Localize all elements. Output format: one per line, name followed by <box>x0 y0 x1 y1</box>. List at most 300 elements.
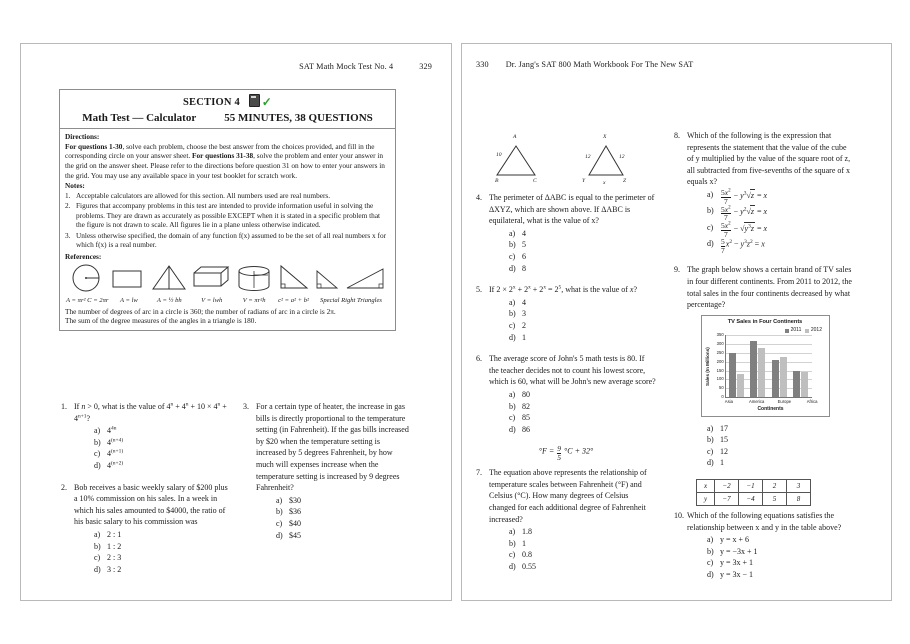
table-cell-y: −7 <box>715 492 739 505</box>
choice-d[interactable] <box>509 332 656 344</box>
choice-d[interactable] <box>94 564 229 576</box>
bar-group-america <box>750 341 765 398</box>
question-text: Which of the following is the expression that represents the statement that the value of the cube of y multiplied by the value of the square root of z, all subtracted from five-sevenths of the square of x equals x? <box>687 131 851 187</box>
choice-label: d) <box>509 332 516 342</box>
y-tick: 350 <box>716 332 724 338</box>
choice-value: $\frac{5x^2}{7}$ − $√y^3z = x$ <box>721 220 768 239</box>
choice-d[interactable] <box>707 569 854 581</box>
choice-label: c) <box>509 320 516 330</box>
box-figure <box>191 263 233 305</box>
choice-d[interactable] <box>276 530 411 542</box>
choice-a[interactable] <box>509 389 656 401</box>
y-tick: 100 <box>716 376 724 382</box>
box-formula: V = lwh <box>201 296 223 304</box>
triangle-xyz-base-label: x <box>603 180 606 186</box>
question-body <box>489 192 656 274</box>
question-body <box>256 401 411 541</box>
choice-value: 80 <box>522 389 530 399</box>
question-text: If n > 0, what is the value of $4^n + 4^n + 10 \times 4^n + 4^{n+1}$? <box>74 401 227 423</box>
triangle-formula: A = ½ bh <box>156 296 182 304</box>
y-tick: 250 <box>716 349 724 355</box>
choice-value: 17 <box>720 423 728 433</box>
bar-2011-europe <box>772 360 779 397</box>
xy-value-table <box>696 479 811 506</box>
question-number: 3. <box>243 402 249 411</box>
choice-b[interactable] <box>509 401 656 413</box>
triangle-xyz-right-side-label: 12 <box>619 154 625 160</box>
circle-icon <box>67 263 107 293</box>
directions-body <box>60 129 395 330</box>
choice-value: 0.55 <box>522 562 536 572</box>
choice-b[interactable] <box>94 541 229 553</box>
question-8 <box>674 130 854 254</box>
choice-label: d) <box>276 530 283 540</box>
answer-choices <box>489 389 656 435</box>
choice-a[interactable] <box>94 425 229 437</box>
legend-swatch-2011 <box>785 329 789 333</box>
right-page <box>461 43 892 601</box>
choice-value: 0.8 <box>522 550 532 560</box>
right-page-question-columns <box>476 130 876 590</box>
table-cell-x: 3 <box>787 479 811 492</box>
choice-value: 4 <box>522 297 526 307</box>
chart-y-axis-label: Sales (In Millions) <box>705 347 710 387</box>
choice-label: a) <box>509 228 516 238</box>
right-page-number: 330 <box>476 60 489 69</box>
choice-d[interactable] <box>707 457 854 469</box>
section-title-row <box>60 94 395 110</box>
bar-2011-america <box>750 341 757 398</box>
choice-a[interactable] <box>707 534 854 546</box>
choice-label: b) <box>707 435 714 445</box>
left-column-2 <box>243 401 411 585</box>
choice-label: b) <box>509 309 516 319</box>
choice-label: b) <box>509 240 516 250</box>
triangle-abc-left-label: B <box>495 178 499 184</box>
choice-label: c) <box>94 553 101 563</box>
answer-choices <box>687 423 854 469</box>
choice-label: d) <box>509 424 516 434</box>
legend-item-2012 <box>805 327 822 334</box>
reference-figures <box>66 264 389 306</box>
choice-value: 3 <box>522 309 526 319</box>
rectangle-formula: A = lw <box>119 296 138 304</box>
choice-label: d) <box>94 564 101 574</box>
choice-a[interactable] <box>707 189 854 206</box>
triangle-abc <box>491 134 555 186</box>
bar-group-africa <box>793 371 808 398</box>
choice-d[interactable] <box>509 561 656 573</box>
section-subtitle-row <box>60 112 395 124</box>
fraction-numerator: 9 <box>557 444 562 454</box>
left-page <box>20 43 452 601</box>
question-4 <box>476 192 656 274</box>
answer-choices <box>489 228 656 274</box>
rectangle-figure <box>110 263 148 305</box>
choice-value: 15 <box>720 435 728 445</box>
choice-value: $36 <box>289 507 301 517</box>
choice-b[interactable] <box>509 538 656 550</box>
triangle-abc-side-label: 10 <box>496 152 502 158</box>
x-tick-label: America <box>748 399 765 405</box>
question-3 <box>243 401 411 541</box>
choice-value: 8 <box>522 263 526 273</box>
triangle-xyz-left-label: Y <box>582 178 586 184</box>
choice-c[interactable] <box>707 222 854 239</box>
table-cell-y: 5 <box>763 492 787 505</box>
choice-label: c) <box>509 251 516 261</box>
left-page-number: 329 <box>419 62 432 71</box>
choice-value: 5 <box>522 240 526 250</box>
special-triangles-icon <box>313 263 389 293</box>
chart-x-tick-labels <box>715 399 826 405</box>
choice-value: $4^{4n}$ <box>107 425 117 436</box>
legend-label-2011: 2011 <box>790 326 802 333</box>
triangle-xyz-right-label: Z <box>623 178 627 184</box>
right-running-head <box>476 60 693 69</box>
calculator-icon <box>249 94 260 107</box>
bar-group-europe <box>772 357 787 398</box>
choice-label: c) <box>276 518 283 528</box>
choice-label: c) <box>94 449 101 459</box>
choice-value: y = 3x + 1 <box>720 558 754 568</box>
choice-b[interactable] <box>707 205 854 222</box>
choice-label: d) <box>707 458 714 468</box>
choice-label: b) <box>707 546 714 556</box>
choice-c[interactable] <box>707 446 854 458</box>
reference-note-2: The sum of the degree measures of the angles in a triangle is 180. <box>65 316 257 326</box>
choice-value: $45 <box>289 530 301 540</box>
choice-value: $30 <box>289 495 301 505</box>
triangle-abc-apex-label: A <box>513 134 517 140</box>
question-number: 8. <box>674 131 680 140</box>
choice-value: $4^{(n+1)}$ <box>107 448 124 459</box>
choice-label: a) <box>707 189 714 199</box>
choice-label: c) <box>707 446 714 456</box>
table-cell-x: −2 <box>715 479 739 492</box>
y-tick: 50 <box>718 385 724 391</box>
choice-value: 82 <box>522 401 530 411</box>
left-running-head-title: SAT Math Mock Test No. 4 <box>299 62 394 71</box>
table-row-x <box>697 479 811 492</box>
question-text: The perimeter of ΔABC is equal to the perimeter of ΔXYZ, which are shown above. If ΔABC is equilateral, what is the value of x? <box>489 193 655 226</box>
cylinder-figure <box>234 263 274 305</box>
legend-label-2012: 2012 <box>810 326 822 333</box>
choice-label: a) <box>707 535 714 545</box>
question-text: Bob receives a basic weekly salary of $200 plus a 10% commission on his sales. In a week in which his sales amounted to $4000, the ratio of his basic salary to his commission was <box>74 482 228 527</box>
choice-b[interactable] <box>509 239 656 251</box>
choice-c[interactable] <box>276 518 411 530</box>
choice-label: a) <box>94 426 101 436</box>
bar-groups <box>726 335 812 397</box>
chart-y-ticks <box>713 332 725 400</box>
choice-a[interactable] <box>276 495 411 507</box>
right-column-2 <box>674 130 854 590</box>
right-triangle-icon <box>276 263 312 293</box>
chart-plot-area <box>704 332 826 400</box>
question-number: 7. <box>476 468 482 478</box>
triangle-abc-icon <box>491 142 541 182</box>
answer-choices <box>687 189 854 255</box>
question-body <box>489 353 656 435</box>
question-number: 4. <box>476 193 482 202</box>
choice-c[interactable] <box>707 557 854 569</box>
note-item <box>65 201 390 230</box>
choice-label: c) <box>707 222 714 232</box>
circle-figure <box>66 263 108 305</box>
choice-value: y = 3x − 1 <box>720 569 754 579</box>
choice-value: 2 : 1 <box>107 529 122 539</box>
answer-choices <box>74 529 229 575</box>
special-triangles-label: Special Right Triangles <box>320 296 382 304</box>
fraction-denominator: 5 <box>557 452 562 462</box>
choice-value: $\frac{5}{7}$ $x^2 - y^3z^2 = x$ <box>721 237 765 255</box>
choice-c[interactable] <box>509 549 656 561</box>
cylinder-icon <box>234 263 274 293</box>
question-text: The equation above represents the relationship of temperature scales between Fahrenheit (°F) and Celsius (°C). How many degrees of Celsius changed for each additional degree of Fahrenheit increased? <box>489 468 647 524</box>
x-tick-label: Africa <box>806 399 818 405</box>
bar-2012-europe <box>780 357 787 398</box>
triangle-xyz-left-side-label: 12 <box>585 154 591 160</box>
table-header-y: y <box>697 492 715 505</box>
question-1 <box>61 401 229 472</box>
choice-value: $4^{(n+2)}$ <box>107 460 124 470</box>
choice-b[interactable] <box>707 546 854 558</box>
choice-value: $40 <box>289 518 301 528</box>
question-body <box>489 284 656 343</box>
choice-label: b) <box>94 541 101 551</box>
note-text: Acceptable calculators are allowed for this section. All numbers used are real numbers. <box>76 190 331 200</box>
question-body <box>489 467 656 572</box>
reference-note-1: The number of degrees of arc in a circle is 360; the number of radians of arc in a circle is 2π. <box>65 306 336 316</box>
question-2 <box>61 482 229 576</box>
choice-value: $\frac{5x^2}{7}$ − $y^2√z = x$ <box>721 204 768 223</box>
directions-text-1: , solve each problem, choose the best answer from the choices provided, and fill in the corresponding circle on your answer sheet. <box>65 141 375 161</box>
bar-group-asia <box>729 353 744 397</box>
choice-value: 1 <box>522 538 526 548</box>
choice-a[interactable] <box>509 526 656 538</box>
question-body <box>74 401 229 472</box>
triangle-figure <box>149 263 189 305</box>
bar-2011-asia <box>729 353 736 397</box>
right-triangle-figure <box>276 263 312 305</box>
choice-c[interactable] <box>94 552 229 564</box>
choice-label: b) <box>94 437 101 447</box>
question-7 <box>476 467 656 572</box>
choice-value: 2 <box>522 320 526 330</box>
choice-value: 1 <box>720 458 724 468</box>
temperature-formula: °F = $\frac{9}{5}$ °C + 32° <box>538 444 594 462</box>
table-header-x: x <box>697 479 715 492</box>
choice-value: y = x + 6 <box>720 535 750 545</box>
choice-value: 12 <box>720 446 728 456</box>
choice-value: 1.8 <box>522 527 532 537</box>
choice-label: d) <box>509 562 516 572</box>
x-tick-label: Europe <box>777 399 792 405</box>
triangle-xyz <box>581 134 645 186</box>
x-tick-label: Asia <box>724 399 733 405</box>
choice-label: d) <box>509 263 516 273</box>
choice-value: y = −3x + 1 <box>720 546 758 556</box>
question-6 <box>476 353 656 435</box>
choice-label: c) <box>707 558 714 568</box>
choice-b[interactable] <box>276 506 411 518</box>
choice-b[interactable] <box>707 434 854 446</box>
choice-d[interactable] <box>94 460 229 472</box>
y-tick: 200 <box>716 358 724 364</box>
question-9 <box>674 264 854 468</box>
choice-value: 3 : 2 <box>107 564 122 574</box>
choice-a[interactable] <box>707 423 854 435</box>
choice-label: b) <box>509 401 516 411</box>
left-page-question-columns <box>61 401 411 585</box>
question-body <box>687 264 854 468</box>
legend-item-2011 <box>785 327 801 334</box>
choice-label: b) <box>276 507 283 517</box>
choice-c[interactable] <box>509 251 656 263</box>
triangle-xyz-apex-label: X <box>603 134 607 140</box>
question-10 <box>674 510 854 581</box>
choice-c[interactable] <box>509 320 656 332</box>
choice-label: a) <box>707 423 714 433</box>
answer-choices <box>256 495 411 541</box>
choice-c[interactable] <box>94 448 229 460</box>
choice-a[interactable] <box>94 529 229 541</box>
question-number: 10. <box>674 510 684 520</box>
choice-label: b) <box>509 538 516 548</box>
left-running-head <box>299 62 432 71</box>
directions-bold-2: For questions 31-38 <box>192 151 254 161</box>
triangle-xyz-icon <box>581 142 631 182</box>
choice-b[interactable] <box>509 308 656 320</box>
choice-value: 1 : 2 <box>107 541 122 551</box>
triangle-abc-right-label: C <box>533 178 537 184</box>
table-cell-y: −4 <box>739 492 763 505</box>
note-item <box>65 191 390 201</box>
chart-x-axis-label: Continents <box>757 406 784 413</box>
y-tick: 0 <box>721 394 724 400</box>
rectangular-prism-icon <box>191 263 233 293</box>
question-text: The average score of John's 5 math tests is 80. If the teacher decides not to count his lowest score, which is 60, what will be John's new average score? <box>489 354 656 387</box>
choice-b[interactable] <box>94 437 229 449</box>
notes-list <box>65 191 390 250</box>
choice-value: $\frac{5x^2}{7}$ − $y^3√z = x$ <box>721 187 768 206</box>
legend-swatch-2012 <box>805 329 809 333</box>
bar-2012-america <box>758 348 765 398</box>
note-text: Figures that accompany problems in this test are intended to provide information useful in solving the problems. They are drawn as accurately as possible EXCEPT when it is stated in a specific problem that the figure is not drawn to scale. All figures lie in a plane unless otherwise indicated. <box>76 200 381 230</box>
question-5 <box>476 284 656 343</box>
section-label: SECTION 4 <box>182 97 240 108</box>
choice-value: $4^{(n+4)}$ <box>107 437 124 447</box>
choice-label: d) <box>94 460 101 470</box>
question-number: 6. <box>476 354 482 364</box>
answer-choices <box>489 526 656 572</box>
right-running-head-title: Dr. Jang's SAT 800 Math Workbook For The New SAT <box>505 60 694 69</box>
y-tick: 150 <box>716 367 724 373</box>
left-column-1 <box>61 401 229 585</box>
question-number: 2. <box>61 482 67 492</box>
circle-formula: A = πr² C = 2πr <box>66 296 109 304</box>
references-heading: References: <box>65 251 102 261</box>
triangle-figures <box>480 134 656 186</box>
chart-title: TV Sales in Four Continents <box>727 318 803 325</box>
bar-2011-africa <box>793 371 800 398</box>
choice-label: d) <box>707 239 714 249</box>
bar-2012-asia <box>737 374 744 397</box>
question-body <box>74 482 229 576</box>
special-right-triangles-figure <box>313 263 389 305</box>
question-number: 5. <box>476 285 482 295</box>
test-name: Math Test — Calculator <box>82 112 197 124</box>
choice-value: 86 <box>522 424 530 434</box>
choice-value: 2 : 3 <box>107 553 122 563</box>
right-column-1 <box>476 130 656 590</box>
tv-sales-chart <box>701 315 830 417</box>
note-number: 3. <box>65 230 71 240</box>
answer-choices <box>687 534 854 580</box>
rectangle-icon <box>110 263 148 293</box>
directions-heading: Directions: <box>65 132 100 141</box>
choice-label: a) <box>509 297 516 307</box>
table-cell-y: 8 <box>787 492 811 505</box>
question-text: The graph below shows a certain brand of TV sales in four different continents. From 2011 to 2012, the total sales in the four continents decreased by what percentage? <box>687 265 852 310</box>
answer-choices <box>489 297 656 343</box>
notes-heading: Notes: <box>65 180 85 190</box>
choice-value: 6 <box>522 251 526 261</box>
nine-fifths-fraction <box>557 445 561 461</box>
choice-label: a) <box>276 495 283 505</box>
choice-d[interactable] <box>707 238 854 254</box>
section-directions-box <box>59 89 396 331</box>
table-cell-x: 2 <box>763 479 787 492</box>
choice-value: 4 <box>522 228 526 238</box>
choice-label: b) <box>707 206 714 216</box>
choice-label: a) <box>509 389 516 399</box>
choice-d[interactable] <box>509 263 656 275</box>
choice-a[interactable] <box>509 297 656 309</box>
choice-a[interactable] <box>509 228 656 240</box>
directions-bold-1: For questions 1-30 <box>65 141 123 151</box>
directions-paragraph <box>65 142 390 181</box>
question-number: 9. <box>674 265 680 275</box>
question-body <box>687 510 854 581</box>
note-number: 2. <box>65 200 71 210</box>
bar-2012-africa <box>801 372 808 397</box>
directions-text-2: , solve the problem and enter your answer in the grid on the answer sheet. Please refer to the directions before question 31 on how to enter your answers in the grid. You may use any available space in your test booklet for scratch work. <box>65 151 385 180</box>
chart-bars-area <box>725 335 812 398</box>
triangle-icon <box>149 263 189 293</box>
choice-label: a) <box>94 529 101 539</box>
table-row-y <box>697 492 811 505</box>
choice-label: a) <box>509 527 516 537</box>
question-number: 1. <box>61 402 67 411</box>
choice-c[interactable] <box>509 412 656 424</box>
note-item <box>65 231 390 250</box>
choice-label: c) <box>509 413 516 423</box>
question-text: Which of the following equations satisfies the relationship between x and y in the table above? <box>687 510 842 532</box>
choice-label: d) <box>707 569 714 579</box>
question-text: If $2 \times 2^x + 2^x + 2^x = 2^5$, what is the value of x? <box>489 284 638 295</box>
answer-choices <box>74 425 229 471</box>
y-tick: 300 <box>716 341 724 347</box>
cylinder-formula: V = πr²h <box>242 296 266 304</box>
choice-d[interactable] <box>509 424 656 436</box>
choice-label: c) <box>509 550 516 560</box>
check-icon: ✓ <box>261 95 273 109</box>
choice-value: 85 <box>522 413 530 423</box>
test-timing: 55 MINUTES, 38 QUESTIONS <box>224 112 373 124</box>
section-header <box>60 90 395 129</box>
